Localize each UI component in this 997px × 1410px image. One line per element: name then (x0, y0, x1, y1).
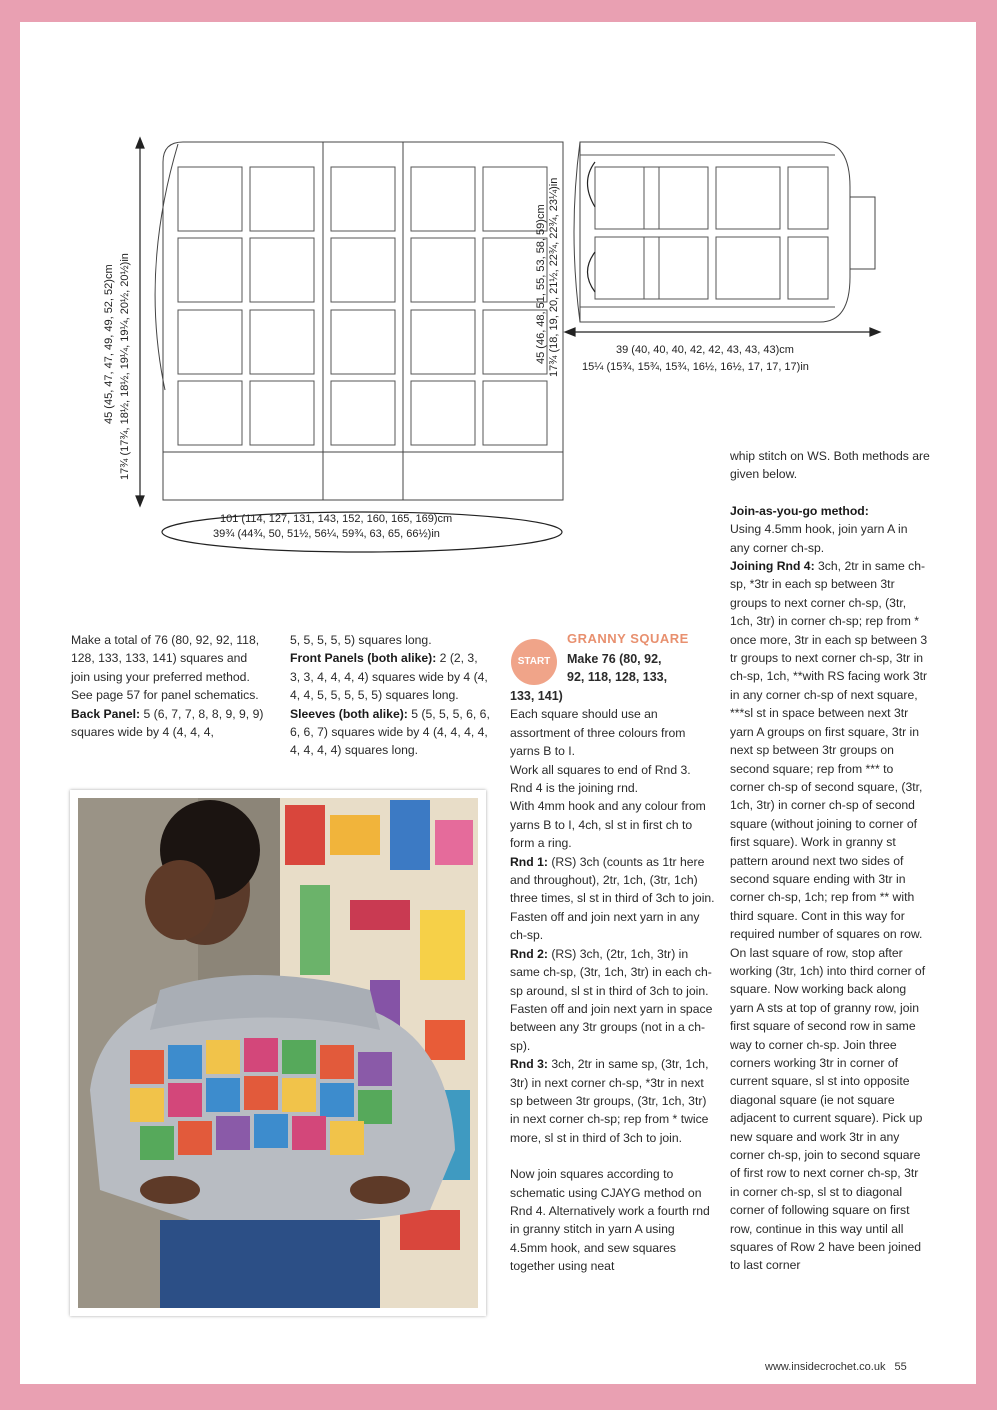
front-panels-para (290, 649, 490, 704)
back-panel-label: Back Panel: (71, 706, 141, 721)
column-1 (71, 631, 266, 741)
front-panels-text: 2 (2, 3, 3, 3, 4, 4, 4, 4) squares wide by 4 (4, 4, 4, 5, 5, 5, 5, 5) squares long. (290, 651, 488, 703)
paragraph-gap (510, 1147, 715, 1165)
rnd1-para (510, 853, 715, 908)
diagram-sleeve-width-in: 15¼ (15¾, 15¾, 15¾, 16½, 16½, 17, 17, 17)in (582, 361, 809, 373)
back-panel-para (71, 705, 266, 742)
page-footer (765, 1361, 907, 1373)
diagram-height-in: 17¾ (17¾, 18½, 18½, 19¼, 19¼, 20½, 20½)in (119, 253, 131, 480)
granny-square-heading: GRANNY SQUARE (567, 631, 689, 646)
diagram-width-cm: 101 (114, 127, 131, 143, 152, 160, 165, 169)cm (220, 513, 453, 525)
rnd3-para (510, 1055, 715, 1147)
granny-square-subheading-top (567, 650, 737, 687)
jayg-heading (730, 502, 930, 520)
rnd2-text: (RS) 3ch, (2tr, 1ch, 3tr) in same ch-sp, (3tr, 1ch, 3tr) in each ch-sp around, sl st in third of 3ch to join. (510, 946, 712, 998)
page-number: 55 (894, 1361, 907, 1373)
subheading-line-2: 92, 118, 128, 133, (567, 670, 668, 685)
column-4 (730, 447, 930, 1275)
column-3 (510, 687, 715, 1276)
back-panel-text: 5 (6, 7, 7, 8, 8, 9, 9, 9) squares wide by 4 (4, 4, 4, (71, 706, 264, 740)
model-photo (70, 790, 486, 1316)
paragraph-gap (730, 484, 930, 502)
col3-para-6: Now join squares according to schematic using CJAYG method on Rnd 4. Alternatively work a fourth rnd in granny stitch in yarn A using 4.5mm hook, and sew squares together using neat (510, 1167, 710, 1274)
rnd2-label: Rnd 2: (510, 946, 548, 961)
page (20, 22, 976, 1384)
subheading-line-3: 133, 141) (510, 689, 563, 703)
col3-para-5: Fasten off and join next yarn in space between any 3tr groups (not in a ch-sp). (510, 1001, 713, 1053)
subheading-line-1: Make 76 (80, 92, (567, 652, 662, 666)
col3-para-4: Fasten off and join next yarn in any ch-sp. (510, 909, 700, 943)
rnd2-para (510, 945, 715, 1000)
sleeves-para (290, 705, 490, 760)
col2-continued-text: 5, 5, 5, 5, 5) squares long. (290, 633, 432, 647)
diagram-sleeve-height-cm: 45 (46, 48, 51, 55, 53, 58, 59)cm (535, 204, 547, 364)
photo-illustration (70, 790, 486, 1316)
sleeves-label: Sleeves (both alike): (290, 706, 408, 721)
col3-para-1: Each square should use an assortment of three colours from yarns B to I. (510, 707, 686, 759)
column-2 (290, 631, 490, 760)
rnd1-label: Rnd 1: (510, 854, 548, 869)
jayg-label: Join-as-you-go method: (730, 503, 869, 518)
col3-para-2: Work all squares to end of Rnd 3. Rnd 4 is the joining rnd. (510, 762, 691, 796)
front-panels-label: Front Panels (both alike): (290, 651, 437, 666)
joining-rnd-text: 3ch, 2tr in same ch-sp, *3tr in each sp between 3tr groups to next corner ch-sp, (3tr, 1ch, 3tr) in corner ch-sp; rep from * once more, 3tr in each sp between 3 tr groups to next corner ch-sp, 3tr in ch-sp, 1ch, **with RS facing work 3tr in any corner ch-sp of next square, ***sl st in space between next 3tr yarn A groups on first square, 3tr in next sp between 3tr groups on second square; rep from *** to corner ch-sp of second square, (3tr, 1ch, 3tr) in corner ch-sp of second square (without joining to corner of first square). Work in granny st pattern around next two sides of second square ending with 3tr in corner ch-sp, 1ch; rep from ** with third square. Cont in this way for required number of squares on row. On last square of row, stop after working (3tr, 1ch) into third corner of square. Now working back along yarn A sts at top of granny row, join first square of second row in same way to corner ch-sp. Join three corners working 3tr in corner of current square, sl st into opposite diagonal square (ie not square adjacent to current square). Pick up new square and work 3tr in any corner ch-sp, join to second square of first row to next corner ch-sp, 3tr in corner ch-sp, sl st to diagonal corner of following square on first row, continue in this way until all squares of Row 2 have been joined to last corner (730, 559, 928, 1273)
col3-para-3: With 4mm hook and any colour from yarns B to I, 4ch, sl st in first ch to form a ring. (510, 799, 706, 851)
rnd3-text: 3ch, 2tr in same sp, (3tr, 1ch, 3tr) in next corner ch-sp, *3tr in next sp between 3tr groups, (3tr, 1ch, 3tr) in next corner ch-sp; rep from * twice more, sl st in third of 3ch to join. (510, 1057, 709, 1145)
diagram-height-cm: 45 (45, 47, 47, 49, 49, 52, 52)cm (103, 264, 115, 424)
rnd3-label: Rnd 3: (510, 1057, 548, 1072)
joining-rnd-para (730, 557, 930, 1275)
intro-text: Make a total of 76 (80, 92, 92, 118, 128, 133, 133, 141) squares and join using your preferred method. See page 57 for panel schematics. (71, 633, 260, 703)
diagram-width-in: 39¾ (44¾, 50, 51½, 56¼, 59¾, 63, 65, 66½)in (213, 528, 440, 540)
diagram-sleeve-width-cm: 39 (40, 40, 40, 42, 42, 43, 43, 43)cm (616, 344, 794, 356)
start-badge: START (511, 639, 557, 685)
rnd1-text: (RS) 3ch (counts as 1tr here and throughout), 2tr, 1ch, (3tr, 1ch) three times, sl st in third of 3ch to join. (510, 854, 715, 906)
diagram-sleeve-height-in: 17¾ (18, 19, 20, 21½, 22¾, 22¾, 23¼)in (548, 177, 560, 377)
col4-para-1: whip stitch on WS. Both methods are given below. (730, 449, 930, 482)
joining-rnd-label: Joining Rnd 4: (730, 559, 815, 574)
col4-para-2: Using 4.5mm hook, join yarn A in any corner ch-sp. (730, 522, 908, 555)
sleeves-text: 5 (5, 5, 5, 6, 6, 6, 6, 7) squares wide by 4 (4, 4, 4, 4, 4, 4, 4, 4) squares long. (290, 706, 490, 758)
footer-url[interactable]: www.insidecrochet.co.uk (765, 1361, 886, 1373)
